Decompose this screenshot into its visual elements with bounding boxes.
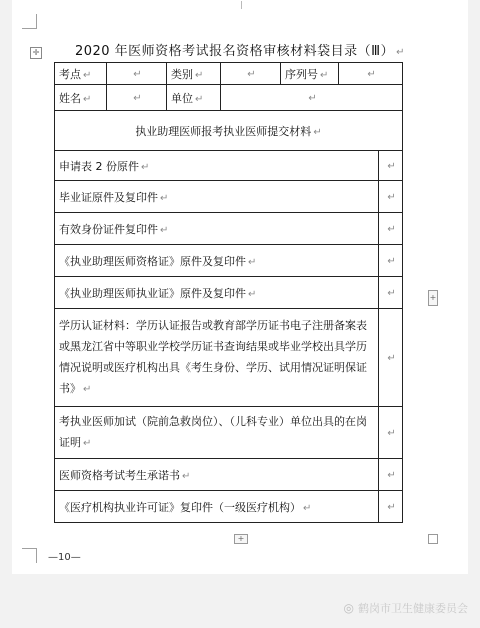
document-title <box>0 40 480 59</box>
table-move-icon[interactable]: ✛ <box>30 47 42 59</box>
name-value[interactable]: ↵ <box>107 85 167 111</box>
table-row <box>55 245 403 277</box>
item-check-cell[interactable]: ↵ <box>379 151 403 181</box>
table-add-row-handle[interactable]: + <box>234 534 248 544</box>
table-row <box>55 277 403 309</box>
watermark-text: 鹤岗市卫生健康委员会 <box>358 602 468 615</box>
item-check-cell[interactable]: ↵ <box>379 407 403 459</box>
item-text: 《医疗机构执业许可证》复印件（一级医疗机构） ↵ <box>55 491 379 523</box>
exam-site-label: 考点 ↵ <box>55 63 107 85</box>
item-check-cell[interactable]: ↵ <box>379 309 403 407</box>
section-row <box>55 111 403 151</box>
item-text: 《执业助理医师资格证》原件及复印件 ↵ <box>55 245 379 277</box>
unit-label: 单位 ↵ <box>167 85 221 111</box>
materials-table <box>54 62 403 523</box>
table-row <box>55 151 403 181</box>
item-text: 毕业证原件及复印件 ↵ <box>55 181 379 213</box>
table-row <box>55 213 403 245</box>
table-row <box>55 309 403 407</box>
item-check-cell[interactable]: ↵ <box>379 213 403 245</box>
table-row <box>55 181 403 213</box>
category-value[interactable]: ↵ <box>221 63 281 85</box>
table-resize-handle[interactable] <box>428 534 438 544</box>
item-check-cell[interactable]: ↵ <box>379 459 403 491</box>
item-text: 医师资格考试考生承诺书 ↵ <box>55 459 379 491</box>
crop-mark-top-left <box>22 14 37 29</box>
item-text: 有效身份证件复印件 ↵ <box>55 213 379 245</box>
table-side-resize-handle[interactable]: + <box>428 290 438 306</box>
top-ruler-tick: | <box>240 0 243 9</box>
section-title: 执业助理医师报考执业医师提交材料 ↵ <box>55 111 403 151</box>
table-row <box>55 407 403 459</box>
title-text: 2020 年医师资格考试报名资格审核材料袋目录（Ⅲ） <box>74 44 395 59</box>
crop-mark-bottom-left <box>22 548 37 563</box>
name-label: 姓名 ↵ <box>55 85 107 111</box>
item-text: 《执业助理医师执业证》原件及复印件 ↵ <box>55 277 379 309</box>
item-text: 考执业医师加试（院前急救岗位）、（儿科专业）单位出具的在岗证明 ↵ <box>55 407 379 459</box>
serial-value[interactable]: ↵ <box>339 63 403 85</box>
table-row <box>55 491 403 523</box>
item-check-cell[interactable]: ↵ <box>379 491 403 523</box>
page-number: —10— <box>48 552 81 563</box>
header-row-1 <box>55 63 403 85</box>
wechat-icon: ◎ <box>343 601 354 615</box>
table-row <box>55 459 403 491</box>
header-row-2 <box>55 85 403 111</box>
item-check-cell[interactable]: ↵ <box>379 245 403 277</box>
category-label: 类别 ↵ <box>167 63 221 85</box>
paragraph-mark-icon: ↵ <box>396 47 406 58</box>
item-text: 申请表 2 份原件 ↵ <box>55 151 379 181</box>
item-check-cell[interactable]: ↵ <box>379 277 403 309</box>
exam-site-value[interactable]: ↵ <box>107 63 167 85</box>
item-check-cell[interactable]: ↵ <box>379 181 403 213</box>
serial-label: 序列号 ↵ <box>281 63 339 85</box>
item-text: 学历认证材料：学历认证报告或教育部学历证书电子注册备案表或黑龙江省中等职业学校学历证书查询结果或毕业学校出具学历情况说明或医疗机构出具《考生身份、学历、试用情况证明保证书》 ↵ <box>55 309 379 407</box>
unit-value[interactable]: ↵ <box>221 85 403 111</box>
watermark <box>344 600 468 616</box>
